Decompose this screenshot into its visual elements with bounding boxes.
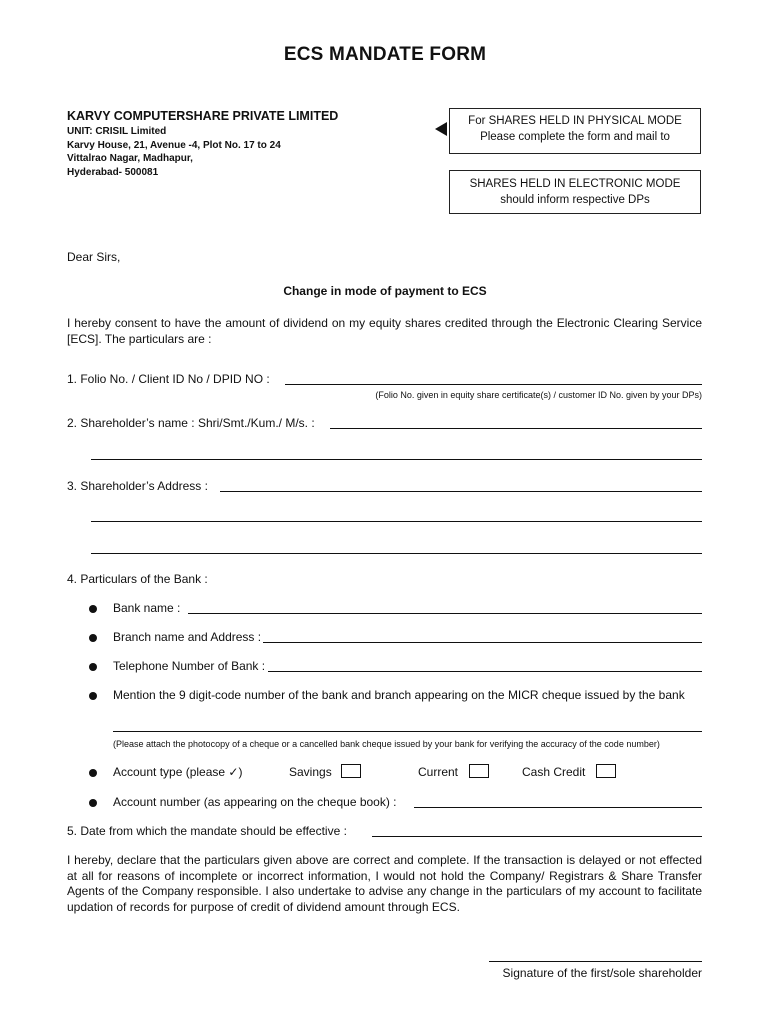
account-number-input-line[interactable] (414, 807, 702, 808)
folio-label: 1. Folio No. / Client ID No / DPID NO : (67, 372, 270, 386)
savings-checkbox[interactable] (341, 764, 361, 778)
salutation: Dear Sirs, (67, 250, 121, 264)
micr-input-line[interactable] (113, 731, 702, 732)
cash-credit-label: Cash Credit (522, 765, 586, 779)
telephone-input-line[interactable] (268, 671, 702, 672)
name-label: 2. Shareholder’s name : Shri/Smt./Kum./ M/s. : (67, 416, 315, 430)
electronic-mode-box (449, 170, 701, 214)
address-line-3: Hyderabad- 500081 (67, 166, 159, 178)
address-input-line-3[interactable] (91, 553, 702, 554)
cash-credit-checkbox[interactable] (596, 764, 616, 778)
signature-line[interactable] (489, 961, 702, 962)
company-name: KARVY COMPUTERSHARE PRIVATE LIMITED (67, 109, 339, 123)
electronic-mode-line2: should inform respective DPs (500, 194, 650, 206)
company-address (67, 125, 281, 179)
bank-label: 4. Particulars of the Bank : (67, 572, 208, 586)
telephone-label: Telephone Number of Bank : (113, 659, 266, 673)
micr-label: Mention the 9 digit-code number of the bank and branch appearing on the MICR cheque issued by the bank (113, 688, 685, 702)
subject: Change in mode of payment to ECS (283, 284, 487, 298)
folio-input-line[interactable] (285, 384, 702, 385)
savings-label: Savings (289, 765, 332, 779)
account-type-label: Account type (please ✓) (113, 765, 243, 779)
current-checkbox[interactable] (469, 764, 489, 778)
folio-note: (Folio No. given in equity share certificate(s) / customer ID No. given by your DPs) (375, 390, 702, 400)
current-label: Current (418, 765, 459, 779)
name-input-line-2[interactable] (91, 459, 702, 460)
name-input-line[interactable] (330, 428, 702, 429)
account-number-label: Account number (as appearing on the cheque book) : (113, 795, 397, 809)
bullet-icon (89, 769, 97, 777)
bank-name-label: Bank name : (113, 601, 181, 615)
bank-name-input-line[interactable] (188, 613, 702, 614)
pointer-arrow-icon (435, 122, 447, 136)
address-line-2: Vittalrao Nagar, Madhapur, (67, 153, 193, 164)
bullet-icon (89, 692, 97, 700)
bullet-icon (89, 663, 97, 671)
date-label: 5. Date from which the mandate should be effective : (67, 824, 347, 838)
branch-input-line[interactable] (263, 642, 702, 643)
consent-text: I hereby consent to have the amount of dividend on my equity shares credited through the Electronic Clearing Service [ECS]. The particulars are : (67, 316, 702, 346)
date-input-line[interactable] (372, 836, 702, 837)
signature-label: Signature of the first/sole shareholder (502, 966, 702, 980)
electronic-mode-line1: SHARES HELD IN ELECTRONIC MODE (469, 178, 681, 190)
address-label: 3. Shareholder’s Address : (67, 479, 208, 493)
address-input-line-2[interactable] (91, 521, 702, 522)
declaration-text: I hereby, declare that the particulars given above are correct and complete. If the transaction is delayed or not effected at all for reasons of incomplete or incorrect information, I would not hold the Company/ Registrars & Share Transfer Agents of the Company responsible. I also undertake to advise any change in the particulars of my account to facilitate updation of records for purpose of credit of dividend amount through ECS. (67, 853, 702, 914)
bullet-icon (89, 605, 97, 613)
physical-mode-line2: Please complete the form and mail to (480, 131, 670, 143)
micr-note: (Please attach the photocopy of a cheque or a cancelled bank cheque issued by your bank for verifying the accuracy of the code number) (113, 739, 660, 749)
branch-label: Branch name and Address : (113, 630, 262, 644)
bullet-icon (89, 799, 97, 807)
form-title: ECS MANDATE FORM (283, 44, 487, 65)
unit-line: UNIT: CRISIL Limited (67, 126, 167, 137)
address-line-1: Karvy House, 21, Avenue -4, Plot No. 17 to 24 (67, 139, 281, 151)
bullet-icon (89, 634, 97, 642)
physical-mode-line1: For SHARES HELD IN PHYSICAL MODE (468, 115, 682, 127)
address-input-line[interactable] (220, 491, 702, 492)
physical-mode-box (449, 108, 701, 154)
